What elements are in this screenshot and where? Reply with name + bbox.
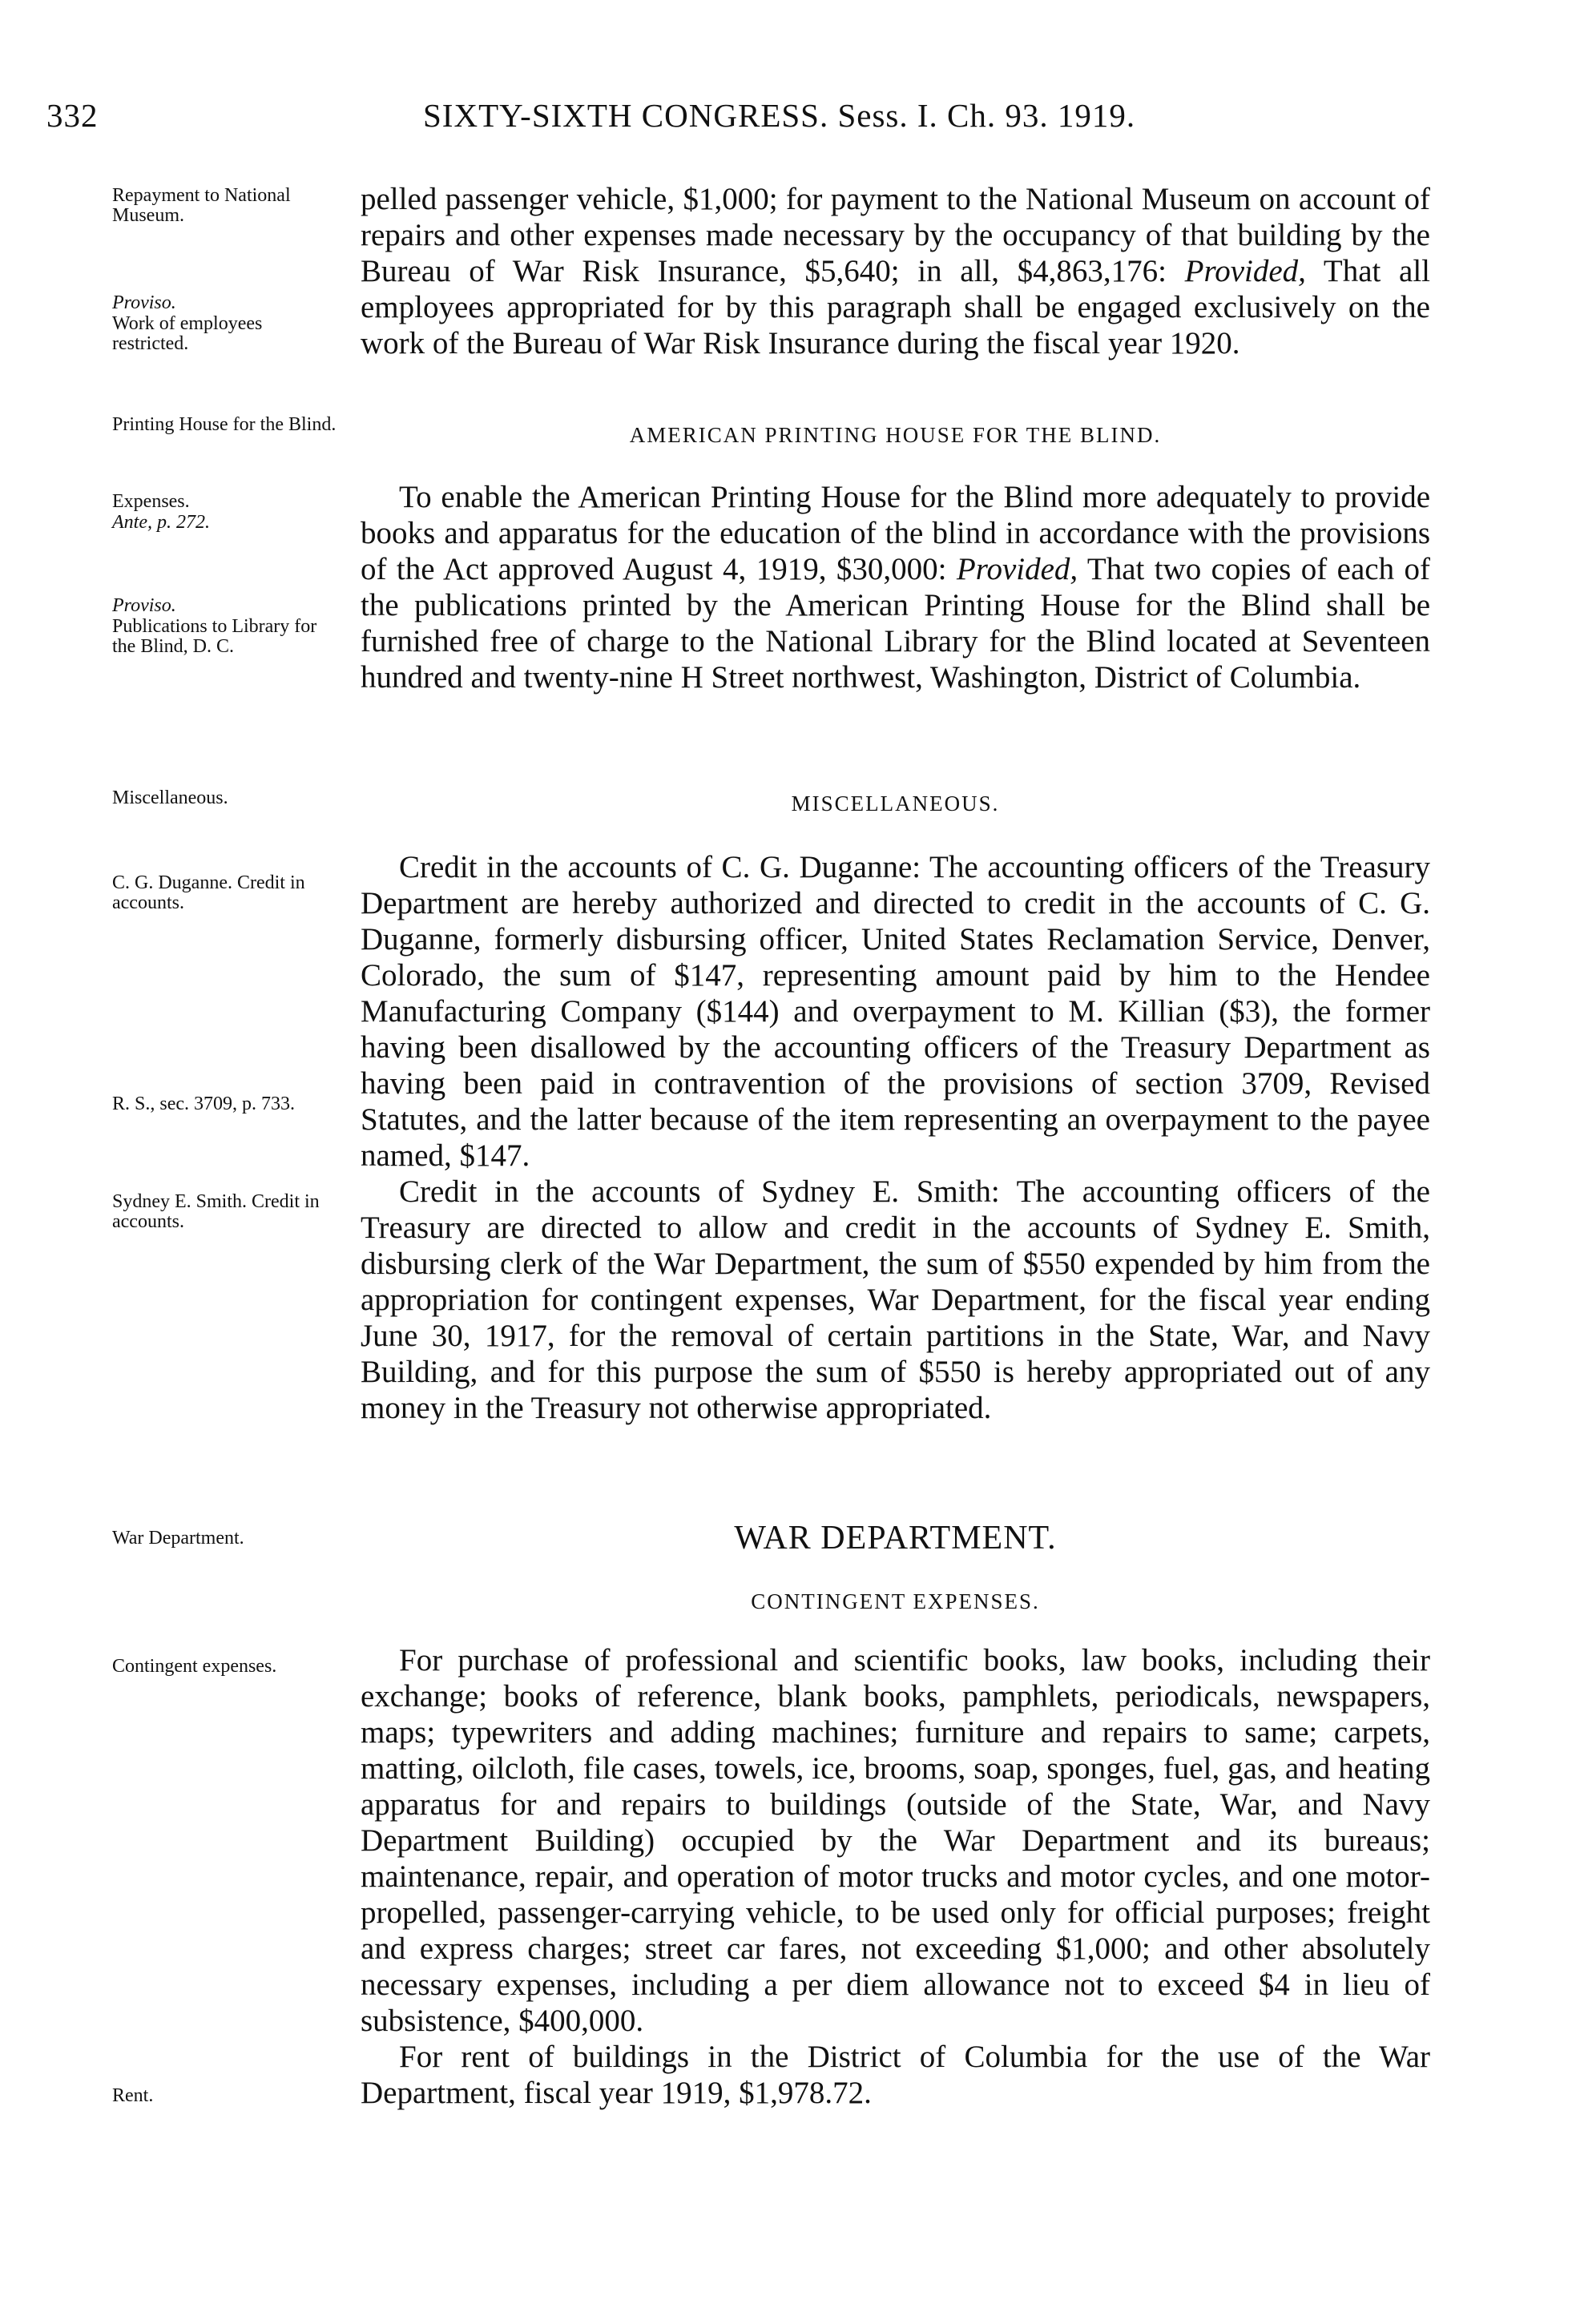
heading-war-department: WAR DEPARTMENT. — [734, 1520, 1057, 1557]
paragraph-repayment: pelled passenger vehicle, $1,000; for payment to the National Museum on account of repairs and other expenses made necessary by the occupancy of that building by the Bureau of War Risk Insurance, $5,640; in all, $4,863,176: Provided, That all employees appropriated for by this paragraph shall be engaged exclusively on the work of the Bureau of War Risk Insurance during the fiscal year 1920. — [361, 182, 1431, 360]
paragraph-contingent-expenses: For purchase of professional and scientific books, law books, including their exchange; books of reference, blank books, pamphlets, periodicals, newspapers, maps; typewriters and adding machines; furniture and repairs to same; carpets, matting, oilcloth, file cases, towels, ice, brooms, soap, sponges, fuel, gas, and heating apparatus for and repairs to buildings (outside of the State, War, and Navy Department Building) occupied by the War Department and its bureaus; maintenance, repair, and operation of motor trucks and motor cycles, and one motor-propelled, passenger-carrying vehicle, to be used only for official purposes; freight and express charges; street car fares, not exceeding $1,000; and other absolutely necessary expenses, including a per diem allowance not to exceed $4 in lieu of subsistence, $400,000. — [361, 1643, 1430, 2038]
margin-note-rent: Rent. — [112, 2085, 154, 2106]
margin-note-proviso-label-2: Proviso. — [112, 595, 176, 616]
margin-note-rs-sec: R. S., sec. 3709, p. 733. — [112, 1094, 295, 1114]
margin-note-publications: Publications to Library for the Blind, D. C. — [112, 616, 317, 657]
margin-note-repayment: Repayment to National Museum. — [112, 185, 291, 226]
paragraph-printing-house: To enable the American Printing House for the Blind more adequately to provide books and apparatus for the education of the blind in accordance with the provisions of the Act approved August 4, 1919, $30,000: Provided, That two copies of each of the publications printed by the American Printing House for the Blind shall be furnished free of charge to the National Library for the Blind located at Seventeen hundred and twenty-nine H Street northwest, Washington, District of Columbia. — [361, 480, 1430, 695]
section-top — [361, 181, 1430, 361]
margin-note-ante-ref: Ante, p. 272. — [112, 512, 210, 533]
section-war-department — [361, 1642, 1430, 2111]
paragraph-rent: For rent of buildings in the District of Columbia for the use of the War Department, fiscal year 1919, $1,978.72. — [361, 2040, 1430, 2110]
section-miscellaneous — [361, 849, 1430, 1426]
section-printing-house — [361, 479, 1430, 695]
heading-miscellaneous: MISCELLANEOUS. — [791, 791, 1000, 816]
paragraph-smith: Credit in the accounts of Sydney E. Smith: The accounting officers of the Treasury are directed to allow and credit in the accounts of Sydney E. Smith, disbursing clerk of the War Department, the sum of $550 expended by him from the appropriation for contingent expenses, War Department, for the fiscal year ending June 30, 1917, for the removal of certain partitions in the State, War, and Navy Building, and for this purpose the sum of $550 is hereby appropriated out of any money in the Treasury not otherwise appropriated. — [361, 1174, 1430, 1425]
margin-note-printing-house: Printing House for the Blind. — [112, 414, 337, 435]
margin-note-contingent: Contingent expenses. — [112, 1656, 277, 1677]
margin-note-duganne: C. G. Duganne. Credit in accounts. — [112, 872, 305, 913]
margin-note-work-restricted: Work of employees restricted. — [112, 313, 263, 354]
heading-printing-house: AMERICAN PRINTING HOUSE FOR THE BLIND. — [629, 423, 1162, 447]
page-number: 332 — [46, 97, 99, 134]
paragraph-duganne: Credit in the accounts of C. G. Duganne: The accounting officers of the Treasury Department are hereby authorized and directed to credit in the accounts of C. G. Duganne, formerly disbursing officer, United States Reclamation Service, Denver, Colorado, the sum of $147, representing amount paid by him to the Hendee Manufacturing Company ($144) and overpayment to M. Killian ($3), the former having been disallowed by the accounting officers of the Treasury Department as having been paid in contravention of the provisions of section 3709, Revised Statutes, and the latter because of the item representing an overpayment to the payee named, $147. — [361, 850, 1430, 1173]
margin-note-proviso-label: Proviso. — [112, 292, 176, 313]
margin-note-war-department: War Department. — [112, 1528, 244, 1549]
subheading-contingent-expenses: CONTINGENT EXPENSES. — [751, 1589, 1040, 1613]
running-title: SIXTY-SIXTH CONGRESS. Sess. I. Ch. 93. 1919. — [423, 97, 1136, 134]
margin-note-expenses: Expenses. — [112, 491, 190, 512]
margin-note-smith: Sydney E. Smith. Credit in accounts. — [112, 1191, 320, 1232]
margin-note-miscellaneous: Miscellaneous. — [112, 787, 228, 808]
